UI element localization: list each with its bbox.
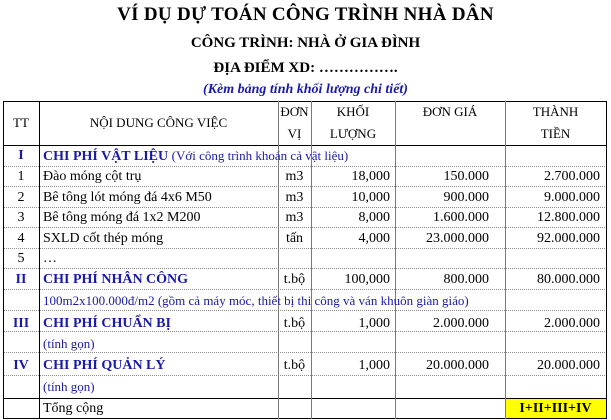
section-number: I <box>18 148 24 163</box>
price-cell: 900.000 <box>443 190 489 205</box>
col-tt: TT <box>13 115 29 130</box>
section-title-text: CHI PHÍ VẬT LIỆU <box>43 149 169 164</box>
attachment-note: (Kèm bảng tính khối lượng chi tiết) <box>203 82 408 97</box>
col-content: NỘI DUNG CÔNG VIỆC <box>89 115 228 130</box>
section-note: 100m2x100.000đ/m2 (gồm cả máy móc, thiết bị thi công và ván khuôn giàn giáo) <box>43 293 469 308</box>
section-number: III <box>12 316 30 331</box>
project-name: CÔNG TRÌNH: NHÀ Ở GIA ĐÌNH <box>190 35 421 51</box>
price-cell: 20.000.000 <box>426 358 489 373</box>
document-title: VÍ DỤ DỰ TOÁN CÔNG TRÌNH NHÀ DÂN <box>117 4 494 25</box>
qty-cell: 4,000 <box>358 231 390 246</box>
total-label: Tổng cộng <box>43 401 104 416</box>
unit-cell: t.bộ <box>283 272 306 287</box>
unit-cell: m3 <box>285 169 304 184</box>
col-qty: KHỐI <box>336 104 370 119</box>
qty-cell: 1,000 <box>358 316 390 331</box>
section-title <box>43 147 348 166</box>
work-item: Bê tông lót móng đá 4x6 M50 <box>43 190 212 205</box>
price-cell: 1.600.000 <box>433 210 489 225</box>
unit-cell: m3 <box>285 210 304 225</box>
price-cell: 800.000 <box>443 272 489 287</box>
qty-cell: 10,000 <box>351 190 390 205</box>
unit-cell: t.bộ <box>283 358 306 373</box>
section-title: CHI PHÍ NHÂN CÔNG <box>43 272 189 287</box>
amount-cell: 12.800.000 <box>537 210 600 225</box>
qty-cell: 8,000 <box>358 210 390 225</box>
unit-cell: m3 <box>285 190 304 205</box>
work-item: Đào móng cột trụ <box>43 169 142 184</box>
price-cell: 150.000 <box>443 169 489 184</box>
amount-cell: 80.000.000 <box>537 272 600 287</box>
col-unit-2: VỊ <box>287 126 302 141</box>
work-item: … <box>43 251 57 266</box>
row-number: 3 <box>17 210 25 225</box>
amount-cell: 2.000.000 <box>544 316 600 331</box>
row-number: 5 <box>17 251 25 266</box>
col-amount: THÀNH <box>532 104 579 119</box>
amount-cell: 92.000.000 <box>537 231 600 246</box>
qty-cell: 100,000 <box>344 272 390 287</box>
price-cell: 23.000.000 <box>426 231 489 246</box>
section-title: CHI PHÍ QUẢN LÝ <box>43 358 166 373</box>
amount-cell: 2.700.000 <box>544 169 600 184</box>
amount-cell: 9.000.000 <box>544 190 600 205</box>
total-formula: I+II+III+IV <box>519 401 592 416</box>
project-location: ĐỊA ĐIỂM XD: ……………. <box>213 60 398 76</box>
price-cell: 2.000.000 <box>433 316 489 331</box>
qty-cell: 1,000 <box>358 358 390 373</box>
section-subtitle: (Với công trình khoán cả vật liệu) <box>171 148 349 163</box>
unit-cell: tấn <box>285 231 304 246</box>
col-amount-2: TIỀN <box>540 126 571 141</box>
section-title: CHI PHÍ CHUẨN BỊ <box>43 316 171 331</box>
row-number: 1 <box>17 169 25 184</box>
col-unit: ĐƠN <box>280 104 309 119</box>
work-item: SXLD cốt thép móng <box>43 231 164 246</box>
row-number: 2 <box>17 190 25 205</box>
section-note: (tính gọn) <box>43 379 95 394</box>
section-number: II <box>15 272 27 287</box>
row-number: 4 <box>17 231 25 246</box>
section-note: (tính gọn) <box>43 336 95 351</box>
work-item: Bê tông móng đá 1x2 M200 <box>43 210 201 225</box>
amount-cell: 20.000.000 <box>537 358 600 373</box>
unit-cell: t.bộ <box>283 316 306 331</box>
section-number: IV <box>13 358 29 373</box>
col-qty-2: LƯỢNG <box>329 126 377 141</box>
estimate-table <box>3 101 607 419</box>
qty-cell: 18,000 <box>351 169 390 184</box>
col-price: ĐƠN GIÁ <box>422 104 478 119</box>
